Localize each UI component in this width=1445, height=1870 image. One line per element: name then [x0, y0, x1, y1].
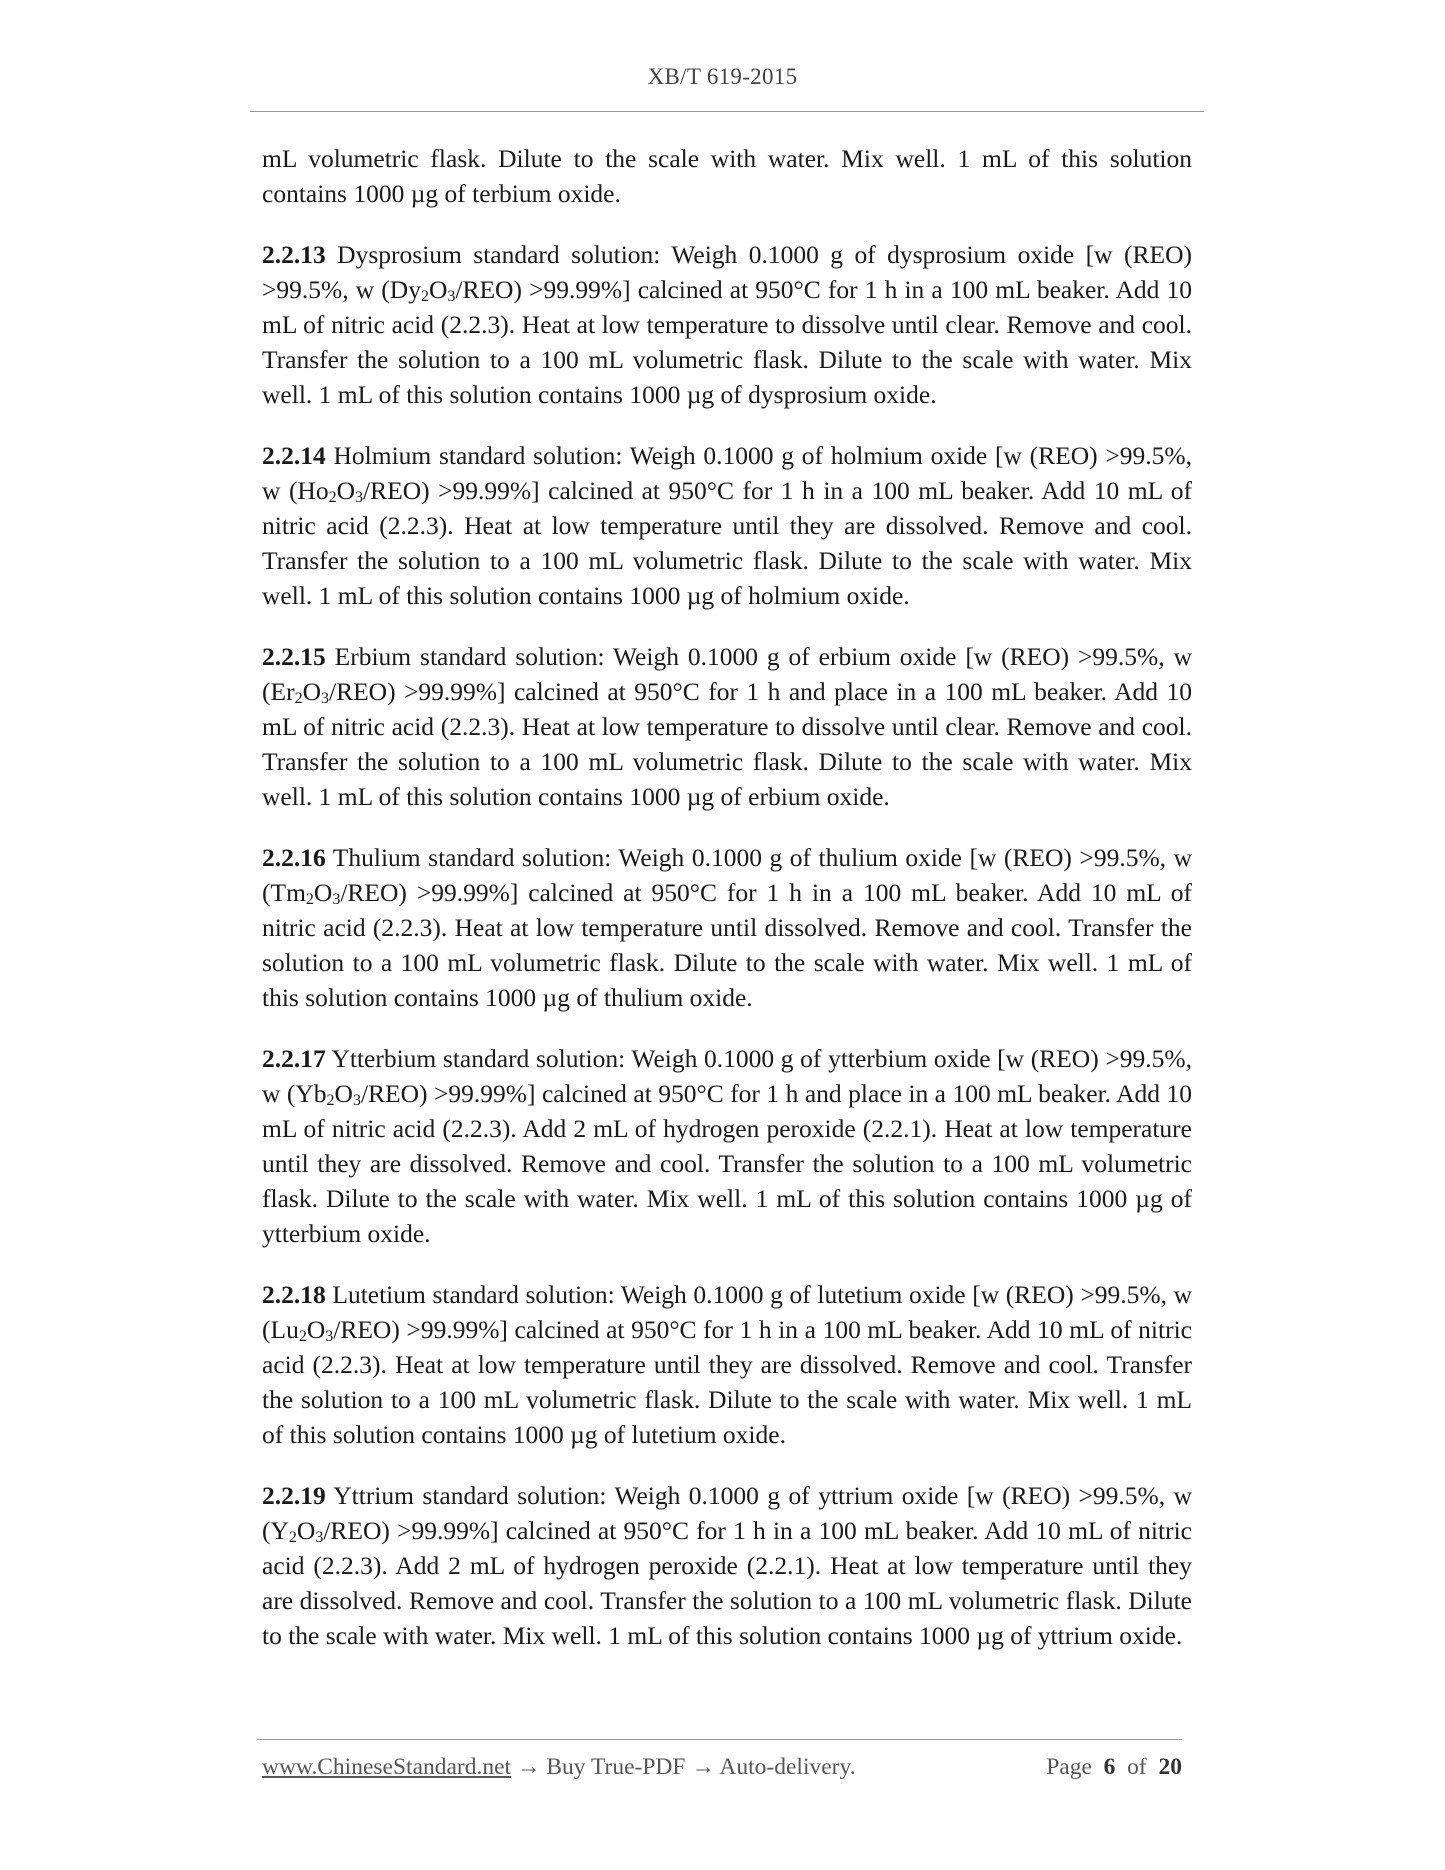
total-pages-number: 20	[1158, 1754, 1182, 1780]
buy-true-pdf-text: Buy True-PDF	[546, 1754, 686, 1780]
section-2-2-14: 2.2.14 Holmium standard solution: Weigh 0.1000 g of holmium oxide [w (REO) >99.5%, w $(Ho_2O_3/REO) >99.99\%$] calcined at 950°C for 1 h in a 100 mL beaker. Add 10 mL of nitric acid (2.2.3). Heat at low temperature until they are dissolved. Remove and cool. Transfer the solution to a 100 mL volumetric flask. Dilute to the scale with water. Mix well. 1 mL of this solution contains 1000 µg of holmium oxide.	[262, 441, 1192, 610]
section-number: 2.2.16	[262, 843, 326, 872]
section-2-2-19: 2.2.19 Yttrium standard solution: Weigh 0.1000 g of yttrium oxide [w (REO) >99.5%, w $(Y_2O_3/REO) >99.99\%$] calcined at 950°C for 1 h in a 100 mL beaker. Add 10 mL of nitric acid (2.2.3). Add 2 mL of hydrogen peroxide (2.2.1). Heat at low temperature until they are dissolved. Remove and cool. Transfer the solution to a 100 mL volumetric flask. Dilute to the scale with water. Mix well. 1 mL of this solution contains 1000 µg of yttrium oxide.	[262, 1481, 1192, 1650]
arrow-right-icon: →	[691, 1754, 715, 1780]
section-2-2-16: 2.2.16 Thulium standard solution: Weigh 0.1000 g of thulium oxide [w (REO) >99.5%, w $(Tm_2O_3/REO) >99.99\%$] calcined at 950°C for 1 h in a 100 mL beaker. Add 10 mL of nitric acid (2.2.3). Heat at low temperature until dissolved. Remove and cool. Transfer the solution to a 100 mL volumetric flask. Dilute to the scale with water. Mix well. 1 mL of this solution contains 1000 µg of thulium oxide.	[262, 843, 1192, 1012]
section-number: 2.2.15	[262, 642, 326, 671]
website-link[interactable]: www.ChineseStandard.net	[262, 1754, 512, 1780]
section-number: 2.2.18	[262, 1280, 326, 1309]
section-number: 2.2.13	[262, 240, 326, 269]
page-label: Page	[1046, 1754, 1092, 1780]
arrow-right-icon: →	[516, 1754, 541, 1780]
current-page-number: 6	[1103, 1754, 1116, 1780]
section-number: 2.2.14	[262, 441, 326, 470]
section-number: 2.2.19	[262, 1481, 326, 1510]
auto-delivery-text: Auto-delivery.	[719, 1754, 856, 1780]
footer-promo	[262, 1754, 856, 1781]
of-label: of	[1127, 1754, 1147, 1780]
intro-paragraph: mL volumetric flask. Dilute to the scale with water. Mix well. 1 mL of this solution contains 1000 µg of terbium oxide.	[262, 144, 1192, 208]
footer-divider	[257, 1739, 1182, 1740]
page-indicator	[1046, 1754, 1182, 1781]
document-body	[262, 141, 1192, 1679]
section-2-2-18: 2.2.18 Lutetium standard solution: Weigh 0.1000 g of lutetium oxide [w (REO) >99.5%, w $(Lu_2O_3/REO) >99.99\%$] calcined at 950°C for 1 h in a 100 mL beaker. Add 10 mL of nitric acid (2.2.3). Heat at low temperature until they are dissolved. Remove and cool. Transfer the solution to a 100 mL volumetric flask. Dilute to the scale with water. Mix well. 1 mL of this solution contains 1000 µg of lutetium oxide.	[262, 1280, 1192, 1449]
section-2-2-13: 2.2.13 Dysprosium standard solution: Weigh 0.1000 g of dysprosium oxide [w (REO) >99.5%, w $(Dy_2O_3/REO) >99.99\%$] calcined at 950°C for 1 h in a 100 mL beaker. Add 10 mL of nitric acid (2.2.3). Heat at low temperature to dissolve until clear. Remove and cool. Transfer the solution to a 100 mL volumetric flask. Dilute to the scale with water. Mix well. 1 mL of this solution contains 1000 µg of dysprosium oxide.	[262, 240, 1193, 409]
section-number: 2.2.17	[262, 1044, 326, 1073]
section-2-2-15: 2.2.15 Erbium standard solution: Weigh 0.1000 g of erbium oxide [w (REO) >99.5%, w $(Er_2O_3/REO) >99.99\%$] calcined at 950°C for 1 h and place in a 100 mL beaker. Add 10 mL of nitric acid (2.2.3). Heat at low temperature to dissolve until clear. Remove and cool. Transfer the solution to a 100 mL volumetric flask. Dilute to the scale with water. Mix well. 1 mL of this solution contains 1000 µg of erbium oxide.	[262, 642, 1192, 811]
header-divider	[250, 111, 1204, 112]
section-2-2-17: 2.2.17 Ytterbium standard solution: Weigh 0.1000 g of ytterbium oxide [w (REO) >99.5%, w $(Yb_2O_3/REO) >99.99\%$] calcined at 950°C for 1 h and place in a 100 mL beaker. Add 10 mL of nitric acid (2.2.3). Add 2 mL of hydrogen peroxide (2.2.1). Heat at low temperature until they are dissolved. Remove and cool. Transfer the solution to a 100 mL volumetric flask. Dilute to the scale with water. Mix well. 1 mL of this solution contains 1000 µg of ytterbium oxide.	[262, 1044, 1192, 1248]
document-id-header: XB/T 619-2015	[647, 64, 798, 89]
